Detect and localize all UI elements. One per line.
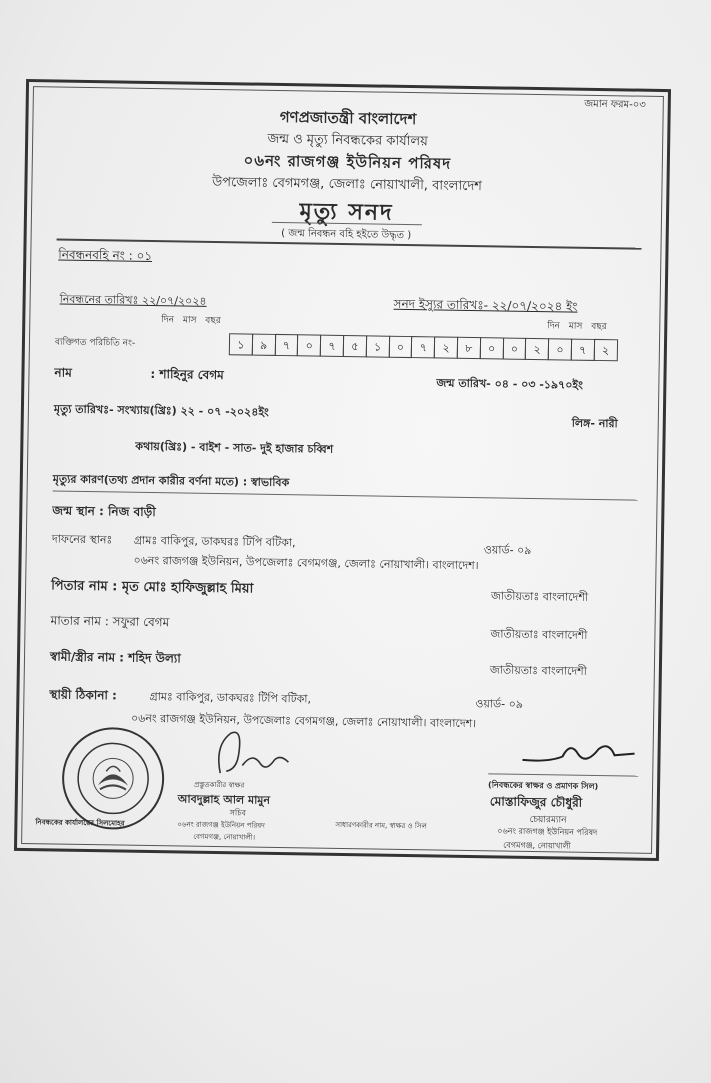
pid-digit: ৯ — [252, 334, 276, 356]
pid-digit: ৮ — [457, 337, 481, 359]
form-code: জমান ফরম-০৩ — [584, 98, 646, 111]
chairman-name: মোস্তাফিজুর চৌধুরী — [489, 794, 583, 810]
certificate-title: মৃত্যু সনদ — [299, 199, 394, 226]
dmy-left: দিন মাস বছর — [161, 315, 221, 327]
spouse-name: স্বামী/স্ত্রীর নাম : শহিদ উল্যা — [49, 649, 181, 666]
right-sign-line-1: ০৬নং রাজগঞ্জ ইউনিয়ন পরিষদ — [497, 826, 598, 838]
middle-sign-caption: সাধারণকারীর নাম, স্বাক্ষর ও সিল — [335, 820, 427, 831]
pid-digit: ০ — [502, 337, 526, 359]
register-no: নিবন্ধনবহি নং : ০১ — [58, 247, 153, 263]
secretary-signature — [208, 725, 299, 781]
perm-address-line-1: গ্রামঃ বাকিপুর, ডাকঘরঃ টিপি বটিকা, — [149, 689, 312, 706]
perm-address-line-2: ০৬নং রাজগঞ্জ ইউনিয়ন, উপজেলাঃ বেগমগঞ্জ, জেলাঃ নোয়াখালী। বাংলাদেশ। — [130, 711, 477, 731]
header-office: জন্ম ও মৃত্যু নিবন্ধকের কার্যালয় — [267, 131, 428, 150]
pid-digit: ২ — [525, 338, 549, 360]
date-of-birth: জন্ম তারিখ- ০৪ - ০৩ -১৯৭০ইং — [436, 376, 583, 392]
pid-digit: ২ — [434, 336, 458, 358]
registration-date: নিবন্ধনের তারিখঃ ২২/০৭/২০২৪ — [59, 292, 207, 308]
pid-label: ব্যক্তিগত পরিচিতি নং- — [54, 337, 136, 349]
name-label: নাম — [54, 365, 72, 380]
perm-address-label: স্থায়ী ঠিকানা : — [49, 687, 117, 703]
issue-date: সনদ ইস্যুর তারিখঃ- ২২/০৭/২০২৪ ইং — [393, 296, 578, 314]
burial-line-2: ০৬নং রাজগঞ্জ ইউনিয়ন, উপজেলাঃ বেগমগঞ্জ, জেলাঃ নোয়াখালী। বাংলাদেশ। — [133, 553, 479, 573]
left-sign-line-1: ০৬নং রাজগঞ্জ ইউনিয়ন পরিষদ — [177, 820, 265, 830]
cause-of-death: মৃত্যুর কারণ(তথ্য প্রদান কারীর বর্ণনা মতে) : স্বাভাবিক — [52, 472, 290, 490]
name-value: : শাহিনুর বেগম — [150, 366, 224, 383]
sex: লিঙ্গ- নারী — [571, 416, 618, 431]
death-date-words: কথায়(খ্রিঃ) - বাইশ - সাত- দুই হাজার চব্বিশ — [135, 439, 334, 456]
pid-digit: ৭ — [274, 334, 298, 356]
dmy-right: দিন মাস বছর — [547, 321, 607, 333]
pid-digit: ২ — [593, 339, 617, 361]
pid-digit: ৫ — [343, 335, 367, 357]
nationality-3: জাতীয়তাঃ বাংলাদেশী — [489, 663, 587, 678]
secretary-name: আবদুল্লাহ আল মামুন — [177, 792, 271, 807]
nationality-1: জাতীয়তাঃ বাংলাদেশী — [490, 589, 589, 604]
pid-digit: ০ — [297, 334, 321, 356]
pid-digit: ৭ — [320, 335, 344, 357]
death-date: মৃত্যু তারিখঃ- সংখ্যায়(খ্রিঃ) ২২ - ০৭ -২০২৪ইং — [53, 402, 269, 419]
certificate-frame — [14, 79, 671, 861]
right-sign-role: (নিবন্ধকের স্বাক্ষর ও প্রমাণক সিল) — [488, 780, 599, 792]
pid-digit: ০ — [480, 337, 504, 359]
pid-digit: ০ — [548, 338, 572, 360]
pid-digit: ১ — [366, 335, 390, 357]
birth-place: জন্ম স্থান : নিজ বাড়ী — [52, 503, 156, 520]
pid-digit: ১ — [229, 333, 253, 355]
ward-1: ওয়ার্ড- ০৯ — [483, 543, 532, 557]
left-sign-role: প্রস্তুতকারীর স্বাক্ষর — [193, 780, 245, 790]
header-govt: গণপ্রজাতন্ত্রী বাংলাদেশ — [279, 107, 417, 129]
left-sign-line-2: বেগমগঞ্জ, নোয়াখালী। — [193, 832, 256, 842]
certificate-subtitle: ( জন্ম নিবন্ধন বহি হইতে উদ্ধৃত ) — [281, 228, 412, 242]
header-location: উপজেলাঃ বেগমগঞ্জ, জেলাঃ নোয়াখালী, বাংলাদেশ — [211, 174, 483, 195]
header-union: ০৬নং রাজগঞ্জ ইউনিয়ন পরিষদ — [243, 151, 452, 173]
pid-digit: ৭ — [571, 339, 595, 361]
ward-2: ওয়ার্ড- ০৯ — [475, 697, 524, 711]
chairman-title: চেয়ারম্যান — [529, 814, 567, 826]
right-sign-line-2: বেগমগঞ্জ, নোয়াখালী — [503, 840, 571, 851]
pid-digit: ৭ — [411, 336, 435, 358]
pid-digit: ০ — [388, 336, 412, 358]
pid-digits — [230, 333, 618, 361]
secretary-title: সচিব — [229, 808, 247, 818]
burial-line-1: গ্রামঃ বাকিপুর, ডাকঘরঃ টিপি বটিকা, — [133, 533, 296, 550]
burial-label: দাফনের স্থানঃ — [51, 532, 113, 547]
seal-footer: নিবন্ধকের কার্যালয়ের সিলমোহর — [35, 818, 125, 828]
father-name: পিতার নাম : মৃত মোঃ হাফিজুল্লাহ মিয়া — [51, 578, 254, 597]
mother-name: মাতার নাম : সফুরা বেগম — [50, 613, 170, 630]
nationality-2: জাতীয়তাঃ বাংলাদেশী — [490, 627, 588, 642]
chairman-signature — [518, 730, 639, 772]
